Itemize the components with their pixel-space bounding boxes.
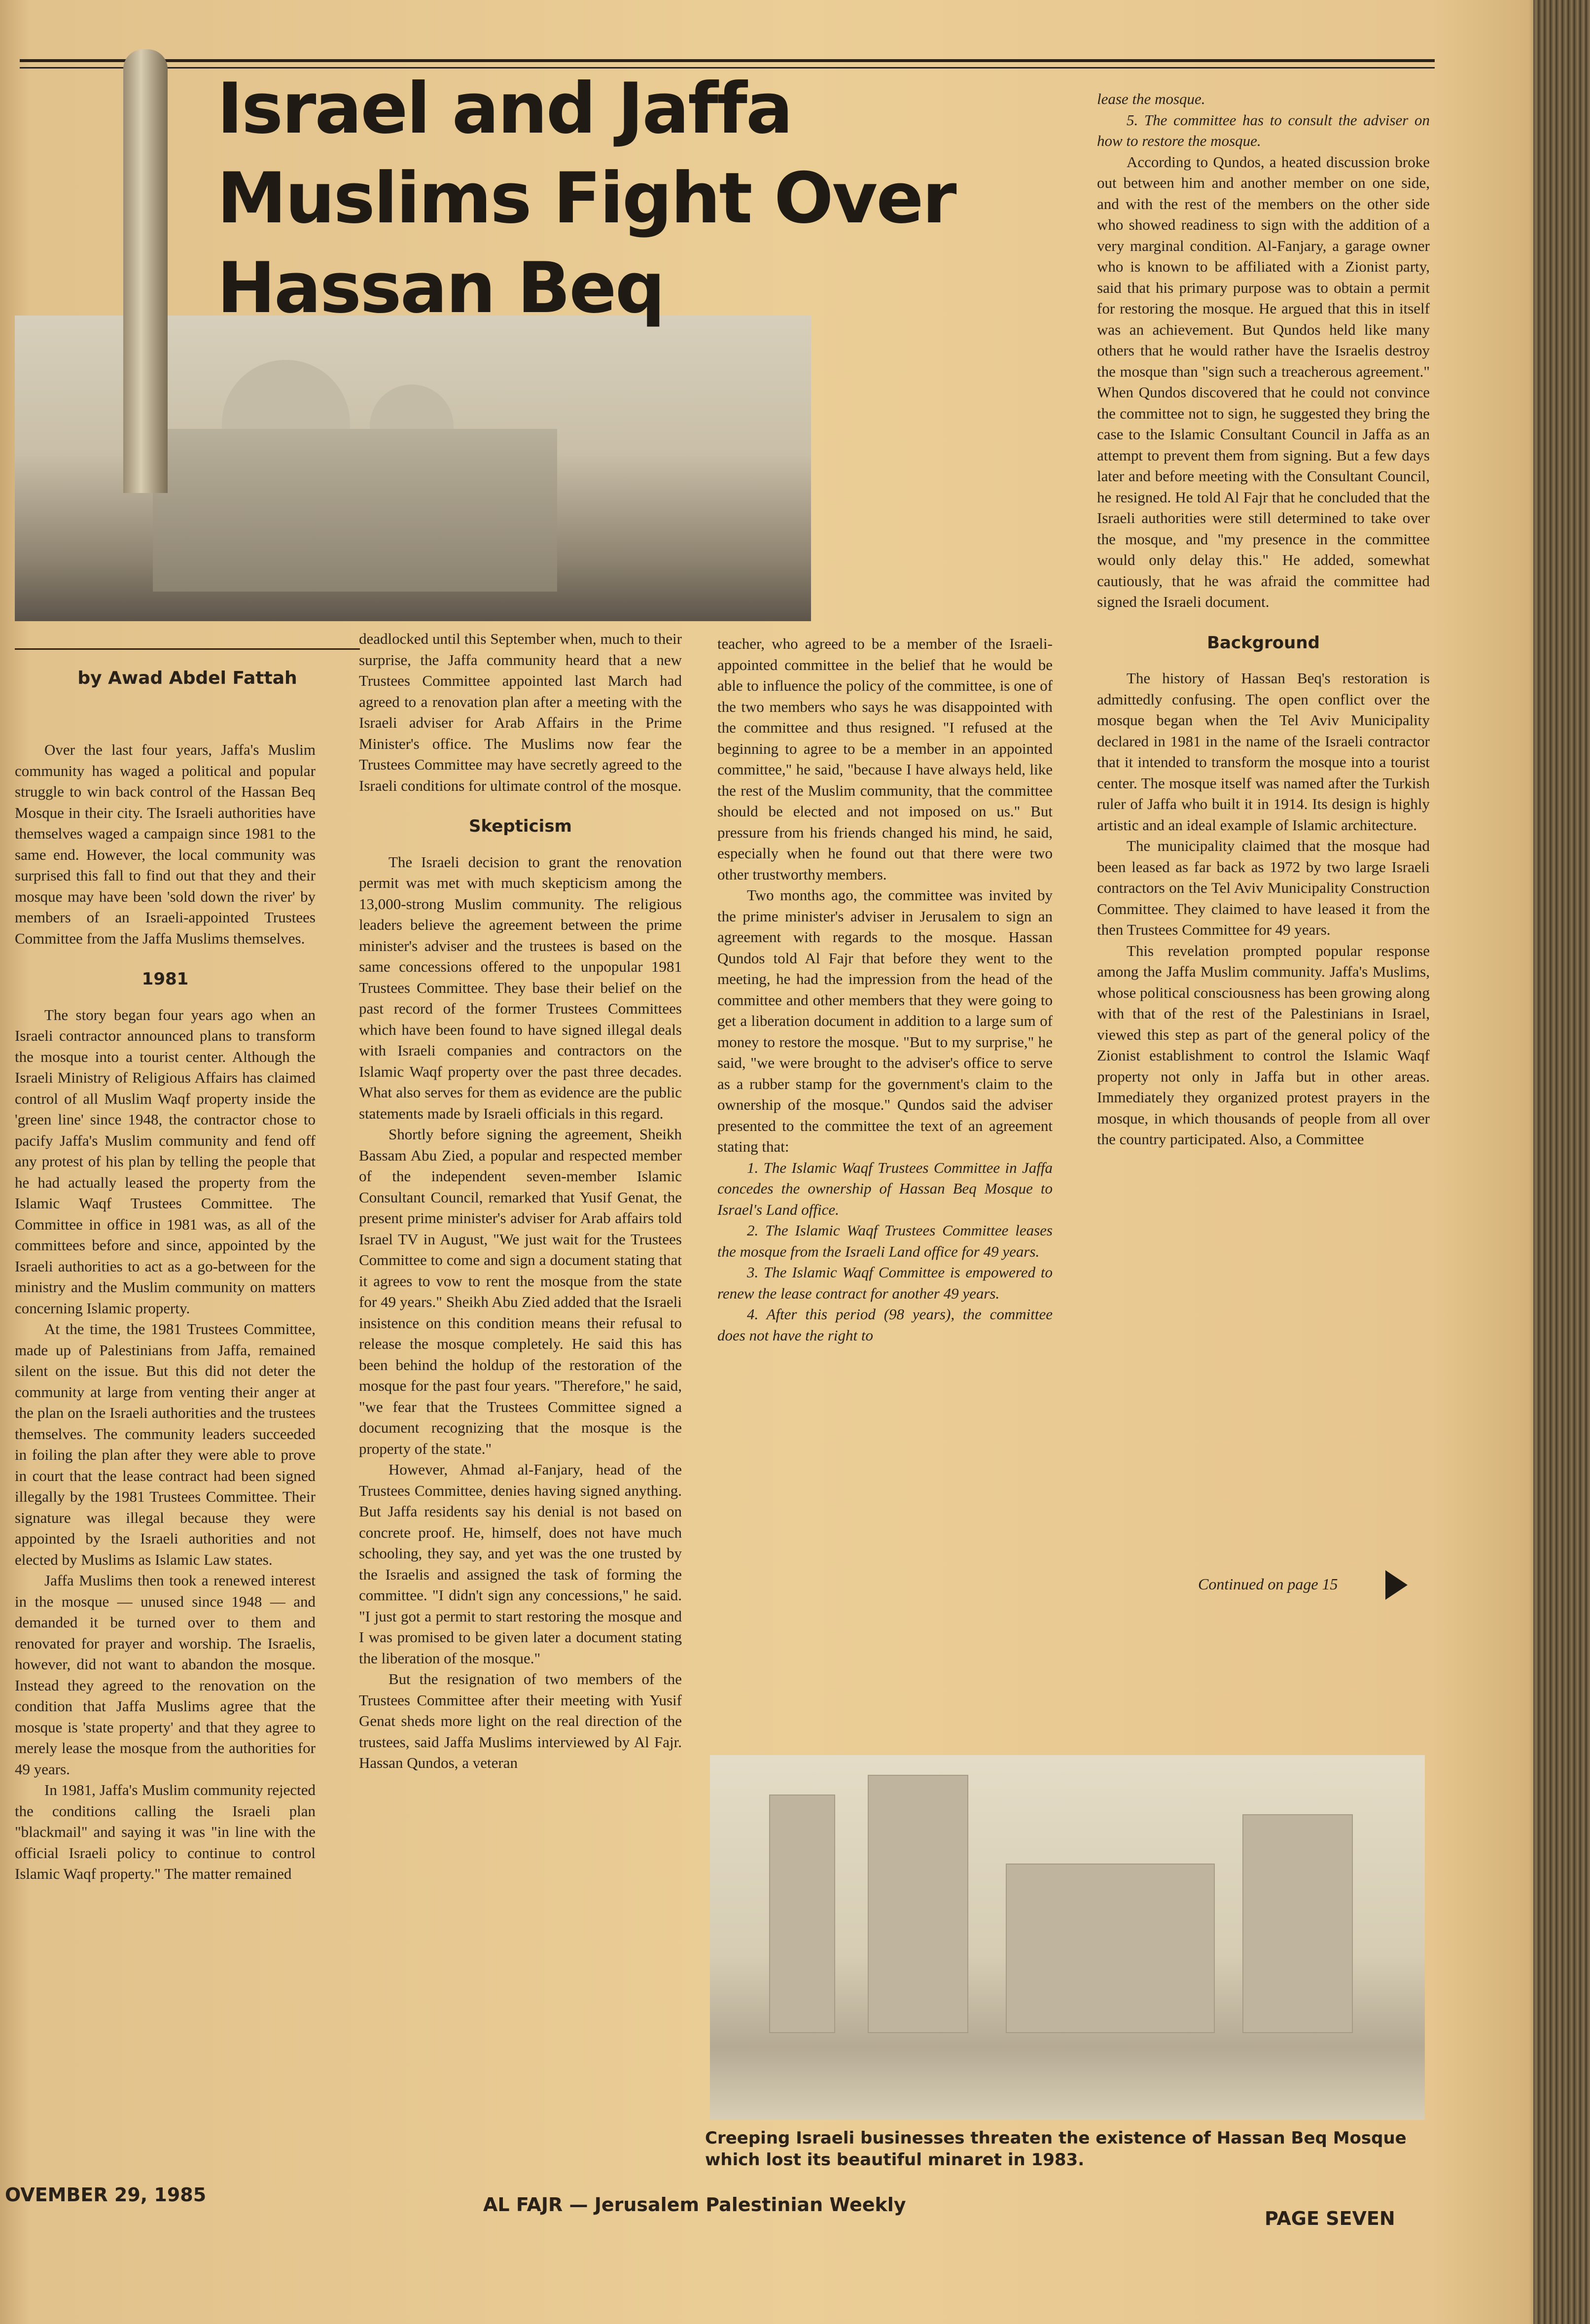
section-heading-1981: 1981 (141, 969, 189, 989)
paragraph: teacher, who agreed to be a member of the Israeli-appointed committee in the belief that he would be able to influence the policy of the committee, is one of the two members who says he was disappointed with the committee and thus resigned. "I refused at the beginning to agree to be a member in an appointed committee," he said, "because I have always held, like the rest of the Muslim community, that the committee should be elected and not imposed on us." But pressure from his friends changed his mind, he said, especially when he found out that there were two other trustworthy members. (717, 635, 1053, 883)
paragraph: But the resignation of two members of the Trustees Committee after their meeting with Yusif Genat sheds more light on the real direction of the trustees, said Jaffa Muslims interviewed by Al Fajr. Hassan Qundos, a veteran (359, 1670, 682, 1771)
photo-caption: Creeping Israeli businesses threaten the existence of Hassan Beq Mosque which lost its beautiful minaret in 1983. (705, 2128, 1407, 2170)
book-binding (1533, 0, 1590, 2324)
publication-name: AL FAJR — Jerusalem Palestinian Weekly (483, 2194, 906, 2216)
headline-line-1: Israel and Jaffa (217, 68, 792, 149)
page-number: PAGE SEVEN (1265, 2208, 1395, 2229)
section-heading-background: Background (1207, 633, 1320, 653)
headline-line-3: Hassan Beq (217, 247, 664, 329)
paragraph: Jaffa Muslims then took a renewed interest in the mosque — unused since 1948 — and demanded it be turned over to them and renovated for prayer and worship. The Israelis, however, did not want to abandon the mosque. Instead they agreed to the renovation on the condition that Jaffa Muslims agree that the mosque is 'state property' and that they agree to merely lease the mosque from the authorities for 49 years. (15, 1572, 316, 1778)
paragraph: Shortly before signing the agreement, Sheikh Bassam Abu Zied, a popular and respected member of the independent seven-member Islamic Consultant Council, remarked that Yusif Genat, the present prime minister's adviser for Arab affairs told Israel TV in August, "We just wait for the Trustees Committee to come and sign a document stating that it agrees to vow to rent the mosque from the state for 49 years." Sheikh Abu Zied added that the Israeli insistence on this condition means their refusal to release the mosque completely. He said this has been behind the holdup of the restoration of the mosque for the past four years. "Therefore," he said, "we fear that the Trustees Committee signed a document recognizing that the mosque is the property of the state." (359, 1126, 682, 1457)
column-3 (717, 634, 1053, 1346)
building-shape (769, 1795, 835, 2033)
arrow-right-icon (1385, 1570, 1408, 1600)
byline-rule (15, 648, 360, 650)
paragraph: Over the last four years, Jaffa's Muslim community has waged a political and popular struggle to win back control of the Hassan Beq Mosque in their city. The Israeli authorities have themselves waged a campaign since 1981 to the same end. However, the local community was surprised this fall to find out that they and their mosque may have been 'sold down the river' by members of an Israeli-appointed Trustees Committee from the Jaffa Muslims themselves. (15, 741, 316, 947)
paragraph: According to Qundos, a heated discussion broke out between him and another member on one side, and with the rest of the members on the other side who showed readiness to sign with the addition of a very marginal condition. Al-Fanjary, a garage owner who is known to be affiliated with a Zionist party, said that his primary purpose was to obtain a permit for restoring the mosque. He argued that this in itself was an achievement. But Qundos held like many others that he would rather have the Israelis destroy the mosque than "sign such a treacherous agreement." When Qundos discovered that he could not convince the committee not to sign, he suggested they bring the case to the Islamic Consultant Council in Jaffa as an attempt to prevent them from signing. But a few days later and before meeting with the Consultant Council, he resigned. He told Al Fajr that he concluded that the Israeli authorities were still determined to take over the mosque, and "my presence in the committee would only delay this." He added, somewhat cautiously, that he was afraid the committee had signed the Israeli document. (1097, 153, 1430, 610)
agreement-item: lease the mosque. (1097, 90, 1205, 107)
paragraph: The story began four years ago when an Israeli contractor announced plans to transform the mosque into a tourist center. Although the Israeli Ministry of Religious Affairs has claimed control of all Muslim Waqf property inside the 'green line' since 1948, the contractor chose to pacify Jaffa's Muslim community and fend off any protest of his plan by telling the people that he had actually leased the property from the Islamic Waqf Trustees Committee. The Committee in office in 1981 was, as all of the committees before and since, appointed by the Israeli authorities to act as a go-between for the ministry and the Muslim community on matters concerning Islamic property. (15, 1006, 316, 1317)
paragraph: In 1981, Jaffa's Muslim community rejected the conditions calling the Israeli plan "blackmail" and saying it was "in line with the official Israeli policy to continue to control Islamic Waqf property." The matter remained (15, 1781, 316, 1882)
agreement-item: 3. The Islamic Waqf Committee is empowered to renew the lease contract for another 49 years. (717, 1264, 1053, 1302)
paragraph: The municipality claimed that the mosque had been leased as far back as 1972 by two large Israeli contractors on the Tel Aviv Municipality Construction Committee. They claimed to have leased it from the then Trustees Committee for 49 years. (1097, 837, 1430, 938)
paragraph: deadlocked until this September when, much to their surprise, the Jaffa community heard that a new Trustees Committee appointed last March had agreed to a renovation plan after a meeting with the Israeli adviser for Arab Affairs in the Prime Minister's office. The Muslims now fear the Trustees Committee may have secretly agreed to the Israeli conditions for ultimate control of the mosque. (359, 630, 682, 794)
continued-note: Continued on page 15 (1198, 1575, 1338, 1593)
mosque-building (153, 429, 557, 592)
minaret-photo (123, 49, 168, 493)
column-1 (15, 739, 316, 1885)
column-2 (359, 629, 682, 1774)
headline (217, 64, 955, 333)
top-rule (20, 59, 1435, 62)
paragraph: The Israeli decision to grant the renovation permit was met with much skepticism among the 13,000-strong Muslim community. The religious leaders believe the agreement between the prime minister's adviser and the trustees is based on the same concessions offered to the unpopular 1981 Trustees Committee. They base their belief on the past record of the former Trustees Committees which have been found to have signed illegal deals with Israeli companies and contractors on the Islamic Waqf property over the past three decades. What also serves for them as evidence are the public statements made by Israeli officials in this regard. (359, 853, 682, 1122)
building-shape (1242, 1814, 1353, 2033)
mosque-shape (1006, 1864, 1215, 2033)
agreement-item: 5. The committee has to consult the adviser on how to restore the mosque. (1097, 111, 1430, 149)
paragraph: Two months ago, the committee was invited by the prime minister's adviser in Jerusalem to sign an agreement with regards to the mosque. Hassan Qundos told Al Fajr that before they went to the meeting, he had the impression from the head of the committee and other members that they were going to get a liberation document in addition to a large sum of money to restore the mosque. "But to my surprise," he said, "we were brought to the adviser's office to serve as a rubber stamp for the government's claim to the ownership of the mosque." Qundos said the adviser presented to the committee the text of an agreement stating that: (717, 886, 1053, 1155)
agreement-item: 1. The Islamic Waqf Trustees Committee in Jaffa concedes the ownership of Hassan Beq Mosque to Israel's Land office. (717, 1159, 1053, 1218)
headline-line-2: Muslims Fight Over (217, 158, 955, 239)
paragraph: At the time, the 1981 Trustees Committee, made up of Palestinians from Jaffa, remained silent on the issue. But this did not deter the community at large from venting their anger at the plan on the Israeli authorities and the trustees themselves. The community leaders succeeded in foiling the plan after they were able to prove in court that the lease contract had been signed illegally by the 1981 Trustees Committee. Their signature was illegal because they were appointed by the Israeli authorities and not elected by Muslims as Islamic Law states. (15, 1320, 316, 1568)
column-4 (1097, 89, 1430, 1150)
paragraph: However, Ahmad al-Fanjary, head of the Trustees Committee, denies having signed anything. But Jaffa residents say his denial is not based on concrete proof. He, himself, does not have much schooling, they say, and yet was the one trusted by the Israelis and assigned the task of forming the committee. "I didn't sign any concessions," he said. "I just got a permit to start restoring the mosque and I was promised to be given later a document stating the liberation of the mosque." (359, 1461, 682, 1667)
paragraph: This revelation prompted popular response among the Jaffa Muslim community. Jaffa's Muslims, whose political consciousness has been growing along with that of the rest of the Palestinians in Israel, viewed this step as part of the general policy of the Zionist establishment to control the Islamic Waqf property not only in Jaffa but in other areas. Immediately they organized protest prayers in the mosque, in which thousands of people from all over the country participated. Also, a Committee (1097, 942, 1430, 1148)
building-shape (868, 1775, 968, 2033)
issue-date: OVEMBER 29, 1985 (5, 2184, 207, 2206)
section-heading-skepticism: Skepticism (469, 816, 572, 836)
agreement-item: 4. After this period (98 years), the committee does not have the right to (717, 1305, 1053, 1344)
agreement-item: 2. The Islamic Waqf Trustees Committee leases the mosque from the Israeli Land office for 49 years. (717, 1222, 1053, 1260)
paragraph: The history of Hassan Beq's restoration is admittedly confusing. The open conflict over the mosque began when the Tel Aviv Municipality declared in 1981 in the name of the Israeli contractor that it intended to transform the mosque into a tourist center. The mosque itself was named after the Turkish ruler of Jaffa who built it in 1914. Its design is highly artistic and an ideal example of Islamic architecture. (1097, 669, 1430, 834)
byline: by Awad Abdel Fattah (77, 668, 297, 688)
street-photo (710, 1755, 1425, 2120)
